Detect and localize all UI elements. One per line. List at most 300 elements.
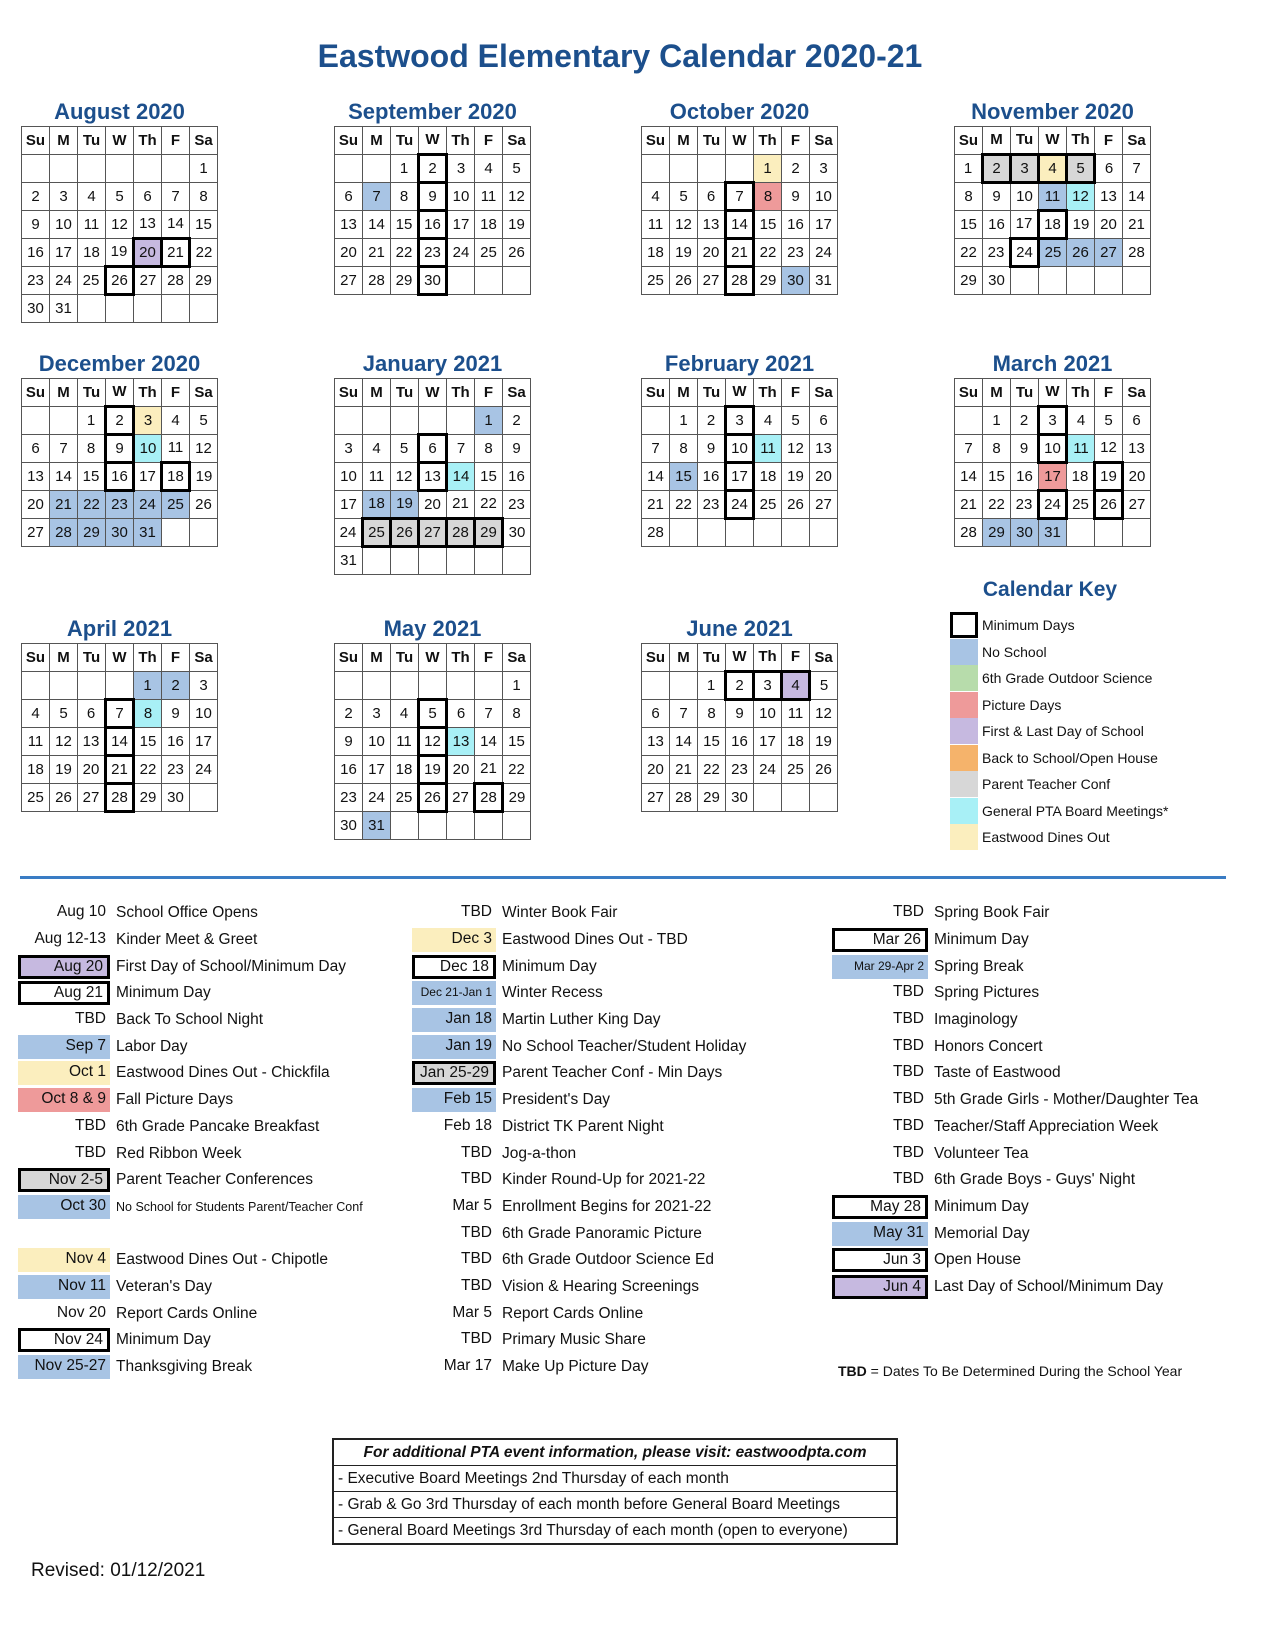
calendar-day: 3 [447, 155, 475, 183]
event-row [18, 1167, 363, 1194]
calendar-day: 31 [50, 295, 78, 323]
event-text: Eastwood Dines Out - Chickfila [116, 1064, 330, 1082]
calendar-empty-cell [670, 672, 698, 700]
calendar-day: 2 [335, 700, 363, 728]
calendar-empty-cell [162, 295, 190, 323]
calendar-day: 28 [162, 267, 190, 295]
event-text: Imaginology [934, 1011, 1018, 1029]
key-swatch [950, 665, 978, 691]
calendar-key-title: Calendar Key [982, 578, 1118, 601]
weekday-header: W [726, 644, 754, 672]
event-date: Dec 3 [412, 928, 496, 952]
event-date: Dec 21-Jan 1 [412, 981, 496, 1005]
calendar-day: 25 [391, 784, 419, 812]
event-date: Nov 11 [18, 1275, 110, 1299]
calendar-day: 3 [810, 155, 838, 183]
calendar-day: 26 [503, 239, 531, 267]
weekday-header: Th [1067, 127, 1095, 155]
calendar-day: 28 [50, 519, 78, 547]
calendar-empty-cell [162, 519, 190, 547]
calendar-day: 25 [782, 756, 810, 784]
calendar-day: 13 [134, 211, 162, 239]
calendar-day: 25 [754, 491, 782, 519]
weekday-header: W [726, 379, 754, 407]
pta-info-heading: For additional PTA event information, please visit: eastwoodpta.com [363, 1444, 867, 1461]
event-row [18, 1033, 363, 1060]
calendar-day: 30 [419, 267, 447, 295]
calendar-empty-cell [642, 155, 670, 183]
month-calendar [21, 350, 218, 547]
calendar-empty-cell [419, 672, 447, 700]
weekday-header: Th [447, 127, 475, 155]
event-row [412, 1007, 746, 1034]
weekday-header: Tu [391, 379, 419, 407]
calendar-empty-cell [190, 519, 218, 547]
calendar-empty-cell [363, 407, 391, 435]
calendar-day: 2 [726, 672, 754, 700]
calendar-day: 21 [106, 756, 134, 784]
calendar-empty-cell [955, 407, 983, 435]
calendar-empty-cell [726, 519, 754, 547]
weekday-header: W [726, 127, 754, 155]
calendar-day: 5 [810, 672, 838, 700]
calendar-day: 8 [134, 700, 162, 728]
weekday-header: Sa [190, 644, 218, 672]
event-text: President's Day [502, 1091, 611, 1109]
calendar-day: 19 [810, 728, 838, 756]
weekday-header: Sa [1123, 379, 1151, 407]
calendar-day: 7 [955, 435, 983, 463]
calendar-empty-cell [810, 784, 838, 812]
calendar-day: 18 [162, 463, 190, 491]
calendar-day: 1 [754, 155, 782, 183]
event-date: TBD [893, 903, 924, 921]
weekday-header: Sa [503, 379, 531, 407]
calendar-day: 27 [419, 519, 447, 547]
calendar-day: 16 [983, 211, 1011, 239]
weekday-header: F [1095, 127, 1123, 155]
weekday-header: Tu [78, 644, 106, 672]
calendar-empty-cell [1123, 267, 1151, 295]
event-date: TBD [75, 1010, 106, 1028]
event-text: 6th Grade Pancake Breakfast [116, 1117, 320, 1135]
weekday-header: Su [22, 379, 50, 407]
calendar-day: 5 [1095, 407, 1123, 435]
calendar-day: 18 [754, 463, 782, 491]
month-grid [954, 126, 1151, 295]
calendar-day: 15 [754, 211, 782, 239]
calendar-empty-cell [782, 784, 810, 812]
calendar-empty-cell [1095, 267, 1123, 295]
calendar-empty-cell [503, 812, 531, 840]
event-text: Parent Teacher Conf - Min Days [502, 1064, 723, 1082]
calendar-day: 11 [782, 700, 810, 728]
event-row [18, 1007, 363, 1034]
calendar-day: 14 [955, 463, 983, 491]
calendar-day: 20 [1123, 463, 1151, 491]
weekday-header: Tu [698, 644, 726, 672]
event-row [18, 1114, 363, 1141]
calendar-day: 14 [642, 463, 670, 491]
calendar-day: 26 [419, 784, 447, 812]
calendar-day: 27 [447, 784, 475, 812]
calendar-day: 29 [754, 267, 782, 295]
calendar-day: 10 [1011, 183, 1039, 211]
weekday-header: Sa [503, 644, 531, 672]
calendar-day: 9 [335, 728, 363, 756]
key-label: No School [982, 643, 1047, 660]
event-row [412, 980, 746, 1007]
calendar-day: 18 [475, 211, 503, 239]
calendar-day: 22 [475, 491, 503, 519]
key-swatch [950, 798, 978, 824]
calendar-day: 23 [162, 756, 190, 784]
calendar-day: 11 [22, 728, 50, 756]
event-date: Nov 20 [56, 1303, 106, 1321]
calendar-day: 20 [810, 463, 838, 491]
calendar-day: 19 [106, 239, 134, 267]
calendar-day: 27 [810, 491, 838, 519]
key-item [950, 745, 1220, 772]
month-title: April 2021 [66, 616, 173, 641]
calendar-empty-cell [22, 407, 50, 435]
calendar-day: 19 [1067, 211, 1095, 239]
month-calendar [641, 350, 838, 547]
calendar-day: 29 [503, 784, 531, 812]
calendar-day: 9 [782, 183, 810, 211]
calendar-day: 11 [363, 463, 391, 491]
event-row [412, 1087, 746, 1114]
calendar-day: 8 [78, 435, 106, 463]
event-date: Jan 19 [412, 1035, 496, 1059]
key-swatch [950, 612, 978, 638]
calendar-empty-cell [642, 672, 670, 700]
calendar-day: 8 [503, 700, 531, 728]
calendar-day: 27 [642, 784, 670, 812]
event-row [18, 1194, 363, 1221]
weekday-header: Tu [78, 379, 106, 407]
event-date: Mar 17 [443, 1357, 492, 1375]
revised-date: Revised: 01/12/2021 [31, 1560, 206, 1581]
calendar-day: 25 [642, 267, 670, 295]
event-row [18, 927, 363, 954]
key-item [950, 771, 1220, 798]
calendar-day: 9 [419, 183, 447, 211]
pta-info-line: - Executive Board Meetings 2nd Thursday of each month [334, 1465, 896, 1491]
calendar-empty-cell [810, 519, 838, 547]
tbd-note [838, 1363, 1182, 1379]
calendar-empty-cell [190, 295, 218, 323]
event-text: School Office Opens [116, 904, 258, 922]
calendar-day: 14 [447, 463, 475, 491]
calendar-day: 21 [1123, 211, 1151, 239]
calendar-day: 16 [335, 756, 363, 784]
calendar-day: 14 [162, 211, 190, 239]
calendar-day: 18 [642, 239, 670, 267]
calendar-day: 9 [162, 700, 190, 728]
calendar-day: 7 [726, 183, 754, 211]
calendar-day: 13 [810, 435, 838, 463]
event-date: TBD [893, 1063, 924, 1081]
calendar-empty-cell [50, 672, 78, 700]
calendar-day: 12 [670, 211, 698, 239]
event-text: Minimum Day [502, 957, 597, 975]
calendar-empty-cell [503, 267, 531, 295]
event-text: Minimum Day [934, 1197, 1029, 1215]
calendar-day: 30 [782, 267, 810, 295]
calendar-empty-cell [419, 812, 447, 840]
event-text: First Day of School/Minimum Day [116, 957, 346, 975]
weekday-header: Su [22, 127, 50, 155]
calendar-day: 16 [1011, 463, 1039, 491]
calendar-empty-cell [503, 547, 531, 575]
event-row [18, 1354, 363, 1381]
calendar-day: 22 [754, 239, 782, 267]
calendar-day: 28 [1123, 239, 1151, 267]
calendar-day: 2 [782, 155, 810, 183]
calendar-day: 7 [106, 700, 134, 728]
weekday-header: Th [754, 644, 782, 672]
key-label: Back to School/Open House [982, 749, 1158, 766]
calendar-day: 12 [1067, 183, 1095, 211]
calendar-day: 27 [1095, 239, 1123, 267]
calendar-day: 29 [190, 267, 218, 295]
month-title: January 2021 [362, 351, 503, 376]
month-calendar [641, 98, 838, 296]
calendar-day: 3 [50, 183, 78, 211]
calendar-day: 24 [810, 239, 838, 267]
calendar-day: 23 [106, 491, 134, 519]
event-date: TBD [893, 1143, 924, 1161]
calendar-day: 4 [162, 407, 190, 435]
event-text: Minimum Day [934, 931, 1029, 949]
weekday-header: W [419, 644, 447, 672]
calendar-day: 30 [106, 519, 134, 547]
page-title: Eastwood Elementary Calendar 2020-21 [317, 38, 923, 74]
weekday-header: F [475, 127, 503, 155]
event-text: Thanksgiving Break [116, 1358, 253, 1376]
calendar-empty-cell [335, 407, 363, 435]
event-date: May 31 [832, 1222, 928, 1246]
calendar-empty-cell [475, 547, 503, 575]
calendar-empty-cell [670, 155, 698, 183]
event-date: TBD [893, 1010, 924, 1028]
weekday-header: W [1039, 127, 1067, 155]
event-text: Eastwood Dines Out - TBD [502, 931, 688, 949]
weekday-header: Tu [1011, 379, 1039, 407]
calendar-day: 29 [78, 519, 106, 547]
calendar-day: 2 [698, 407, 726, 435]
weekday-header: Sa [810, 644, 838, 672]
event-date: Feb 18 [443, 1116, 492, 1134]
calendar-empty-cell [447, 812, 475, 840]
event-row [18, 1247, 363, 1274]
calendar-day: 21 [475, 756, 503, 784]
weekday-header: Sa [503, 127, 531, 155]
calendar-day: 27 [698, 267, 726, 295]
event-row [18, 1274, 363, 1301]
calendar-day: 5 [106, 183, 134, 211]
calendar-empty-cell [363, 547, 391, 575]
event-row [832, 980, 1198, 1007]
calendar-empty-cell [78, 155, 106, 183]
key-label: Eastwood Dines Out [982, 829, 1110, 846]
calendar-empty-cell [162, 155, 190, 183]
weekday-header: Su [22, 644, 50, 672]
calendar-day: 20 [22, 491, 50, 519]
calendar-day: 18 [782, 728, 810, 756]
calendar-empty-cell [754, 519, 782, 547]
calendar-day: 15 [983, 463, 1011, 491]
event-text: Minimum Day [116, 1331, 211, 1349]
event-spacer [18, 1220, 363, 1247]
calendar-day: 16 [106, 463, 134, 491]
event-date: Jan 18 [412, 1008, 496, 1032]
key-item [950, 612, 1220, 639]
calendar-day: 7 [670, 700, 698, 728]
event-row [18, 1327, 363, 1354]
calendar-day: 11 [1039, 183, 1067, 211]
event-date: TBD [75, 1143, 106, 1161]
weekday-header: W [106, 127, 134, 155]
event-text: Veteran's Day [116, 1277, 213, 1295]
event-date: Nov 2-5 [18, 1168, 110, 1192]
calendar-day: 29 [475, 519, 503, 547]
weekday-header: Tu [391, 644, 419, 672]
month-title: September 2020 [348, 99, 517, 124]
event-date: TBD [461, 1250, 492, 1268]
calendar-day: 28 [447, 519, 475, 547]
month-calendar [954, 350, 1151, 547]
calendar-empty-cell [754, 784, 782, 812]
weekday-header: F [162, 379, 190, 407]
calendar-day: 10 [363, 728, 391, 756]
event-text: Fall Picture Days [116, 1091, 234, 1109]
calendar-day: 27 [335, 267, 363, 295]
calendar-empty-cell [475, 672, 503, 700]
calendar-empty-cell [391, 672, 419, 700]
calendar-day: 14 [363, 211, 391, 239]
calendar-day: 30 [726, 784, 754, 812]
weekday-header: Su [335, 379, 363, 407]
key-swatch [950, 718, 978, 744]
calendar-day: 15 [955, 211, 983, 239]
event-text: Spring Pictures [934, 984, 1040, 1002]
event-text: 6th Grade Panoramic Picture [502, 1224, 702, 1242]
event-text: Winter Recess [502, 984, 603, 1002]
event-date: Jan 25-29 [412, 1061, 496, 1085]
calendar-day: 13 [698, 211, 726, 239]
calendar-day: 20 [1095, 211, 1123, 239]
key-label: General PTA Board Meetings* [982, 802, 1169, 819]
weekday-header: F [475, 644, 503, 672]
calendar-day: 6 [419, 435, 447, 463]
calendar-day: 26 [1095, 491, 1123, 519]
calendar-day: 12 [190, 435, 218, 463]
calendar-day: 9 [503, 435, 531, 463]
event-date: Mar 29-Apr 2 [832, 955, 928, 979]
calendar-day: 4 [642, 183, 670, 211]
event-date: Nov 4 [18, 1248, 110, 1272]
calendar-day: 19 [782, 463, 810, 491]
weekday-header: W [419, 379, 447, 407]
event-date: TBD [893, 1090, 924, 1108]
calendar-empty-cell [391, 812, 419, 840]
calendar-empty-cell [447, 547, 475, 575]
tbd-abbr: TBD [838, 1363, 867, 1379]
event-text: Martin Luther King Day [502, 1011, 661, 1029]
calendar-day: 3 [134, 407, 162, 435]
calendar-day: 14 [726, 211, 754, 239]
weekday-header: Sa [810, 127, 838, 155]
calendar-day: 6 [642, 700, 670, 728]
event-date: Aug 21 [18, 981, 110, 1005]
weekday-header: M [983, 127, 1011, 155]
calendar-day: 20 [419, 491, 447, 519]
event-text: Enrollment Begins for 2021-22 [502, 1197, 712, 1215]
calendar-empty-cell [335, 155, 363, 183]
event-text: Report Cards Online [502, 1304, 644, 1322]
calendar-empty-cell [134, 155, 162, 183]
weekday-header: Su [955, 127, 983, 155]
calendar-day: 15 [134, 728, 162, 756]
calendar-empty-cell [698, 519, 726, 547]
event-date: TBD [893, 983, 924, 1001]
calendar-day: 21 [50, 491, 78, 519]
calendar-empty-cell [447, 267, 475, 295]
calendar-day: 26 [50, 784, 78, 812]
weekday-header: Su [642, 644, 670, 672]
event-text: Minimum Day [116, 984, 211, 1002]
key-swatch [950, 692, 978, 718]
calendar-empty-cell [475, 812, 503, 840]
event-date: TBD [75, 1116, 106, 1134]
event-text: Report Cards Online [116, 1304, 258, 1322]
event-text: 6th Grade Outdoor Science Ed [502, 1251, 714, 1269]
calendar-day: 3 [1039, 407, 1067, 435]
event-row [18, 1060, 363, 1087]
event-row [832, 927, 1198, 954]
calendar-day: 25 [78, 267, 106, 295]
weekday-header: M [50, 127, 78, 155]
weekday-header: M [363, 127, 391, 155]
calendar-day: 4 [782, 672, 810, 700]
calendar-day: 6 [1123, 407, 1151, 435]
event-text: Parent Teacher Conferences [116, 1171, 314, 1189]
calendar-day: 28 [670, 784, 698, 812]
calendar-day: 7 [162, 183, 190, 211]
calendar-day: 1 [955, 155, 983, 183]
calendar-day: 21 [726, 239, 754, 267]
calendar-day: 10 [447, 183, 475, 211]
calendar-day: 2 [1011, 407, 1039, 435]
calendar-day: 4 [363, 435, 391, 463]
month-grid [641, 126, 838, 296]
calendar-day: 9 [1011, 435, 1039, 463]
calendar-day: 22 [983, 491, 1011, 519]
weekday-header: F [475, 379, 503, 407]
calendar-empty-cell [134, 295, 162, 323]
calendar-day: 18 [22, 756, 50, 784]
weekday-header: F [782, 127, 810, 155]
event-date: Aug 12-13 [34, 930, 106, 948]
weekday-header: Tu [698, 127, 726, 155]
event-text: Open House [934, 1251, 1022, 1269]
calendar-day: 19 [391, 491, 419, 519]
key-label: Parent Teacher Conf [982, 776, 1111, 793]
calendar-day: 17 [335, 491, 363, 519]
calendar-empty-cell [642, 407, 670, 435]
